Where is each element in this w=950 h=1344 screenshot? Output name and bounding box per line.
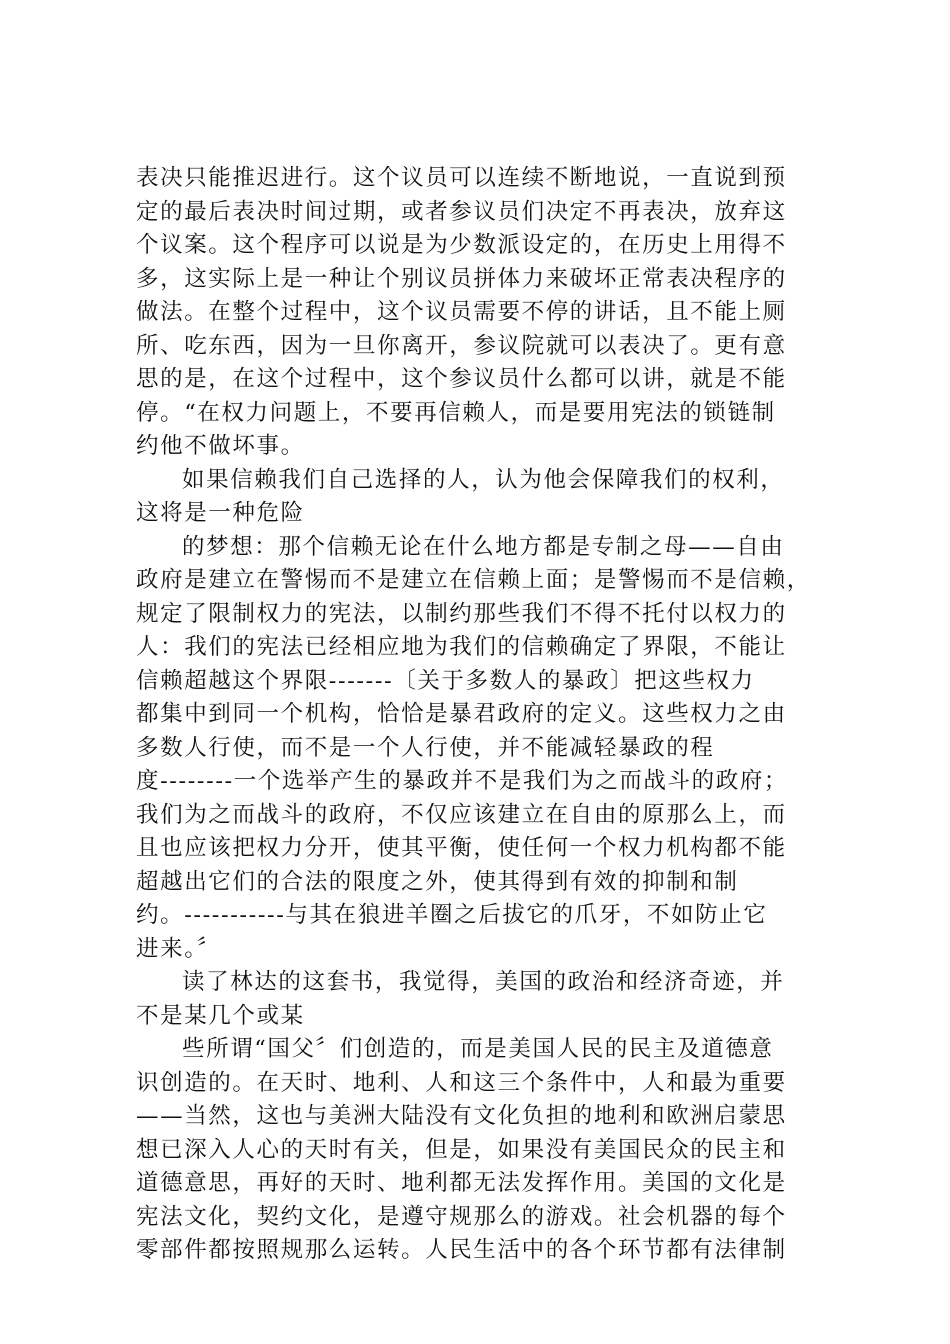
text-line: 都集中到同一个机构，恰恰是暴君政府的定义。这些权力之由 bbox=[136, 701, 787, 727]
text-line: 的梦想：那个信赖无论在什么地方都是专制之母——自由 bbox=[182, 533, 785, 560]
text-line: 表决只能推迟进行。这个议员可以连续不断地说，一直说到预 bbox=[136, 165, 787, 191]
text-line: 些所谓“国父〞们创造的，而是美国人民的民主及道德意 bbox=[182, 1036, 774, 1062]
text-line: 政府是建立在警惕而不是建立在信赖上面；是警惕而不是信赖， bbox=[136, 567, 811, 593]
text-line: 识创造的。在天时、地利、人和这三个条件中，人和最为重要 bbox=[136, 1069, 787, 1096]
text-line: 信赖超越这个界限-------〔关于多数人的暴政〕把这些权力 bbox=[136, 667, 755, 694]
text-line: 所、吃东西，因为一旦你离开，参议院就可以表决了。更有意 bbox=[136, 332, 787, 359]
text-line: 宪法文化，契约文化，是遵守规那么的游戏。社会机器的每个 bbox=[136, 1203, 787, 1230]
text-line: 约。-----------与其在狼进羊圈之后拔它的爪牙，不如防止它 bbox=[136, 902, 768, 928]
text-line: 度--------一个选举产生的暴政并不是我们为之而战斗的政府； bbox=[136, 768, 789, 794]
text-line: 约他不做坏事。 bbox=[136, 433, 305, 459]
text-line: 多数人行使，而不是一个人行使，并不能减轻暴政的程 bbox=[136, 734, 715, 761]
text-line: 我们为之而战斗的政府，不仅应该建立在自由的原那么上，而 bbox=[136, 801, 787, 828]
text-line: 停。“在权力问题上，不要再信赖人，而是要用宪法的锁链制 bbox=[136, 399, 776, 426]
text-line: 做法。在整个过程中，这个议员需要不停的讲话，且不能上厕 bbox=[136, 299, 787, 325]
body-text bbox=[136, 162, 836, 1268]
text-line: 进来。〞 bbox=[136, 935, 222, 962]
text-line: 且也应该把权力分开，使其平衡，使任何一个权力机构都不能 bbox=[136, 835, 787, 861]
text-line: 零部件都按照规那么运转。人民生活中的各个环节都有法律制 bbox=[136, 1237, 787, 1263]
text-line: ——当然，这也与美洲大陆没有文化负担的地利和欧洲启蒙思 bbox=[136, 1103, 787, 1129]
text-line: 这将是一种危险 bbox=[136, 500, 305, 526]
text-line: 规定了限制权力的宪法，以制约那些我们不得不托付以权力的 bbox=[136, 600, 787, 627]
text-line: 思的是，在这个过程中，这个参议员什么都可以讲，就是不能 bbox=[136, 366, 787, 392]
text-line: 人：我们的宪法已经相应地为我们的信赖确定了界限，不能让 bbox=[136, 634, 787, 660]
text-line: 多，这实际上是一种让个别议员拼体力来破坏正常表决程序的 bbox=[136, 265, 787, 292]
text-line: 想已深入人心的天时有关，但是，如果没有美国民众的民主和 bbox=[136, 1136, 787, 1163]
text-line: 超越出它们的合法的限度之外，使其得到有效的抑制和制 bbox=[136, 868, 739, 895]
text-line: 不是某几个或某 bbox=[136, 1002, 305, 1029]
text-line: 道德意思，再好的天时、地利都无法发挥作用。美国的文化是 bbox=[136, 1170, 787, 1196]
text-line: 个议案。这个程序可以说是为少数派设定的，在历史上用得不 bbox=[136, 232, 787, 258]
text-line: 读了林达的这套书，我觉得，美国的政治和经济奇迹，并 bbox=[182, 969, 785, 995]
text-line: 定的最后表决时间过期，或者参议员们决定不再表决，放弃这 bbox=[136, 198, 787, 225]
text-line: 如果信赖我们自己选择的人，认为他会保障我们的权利， bbox=[182, 466, 785, 493]
